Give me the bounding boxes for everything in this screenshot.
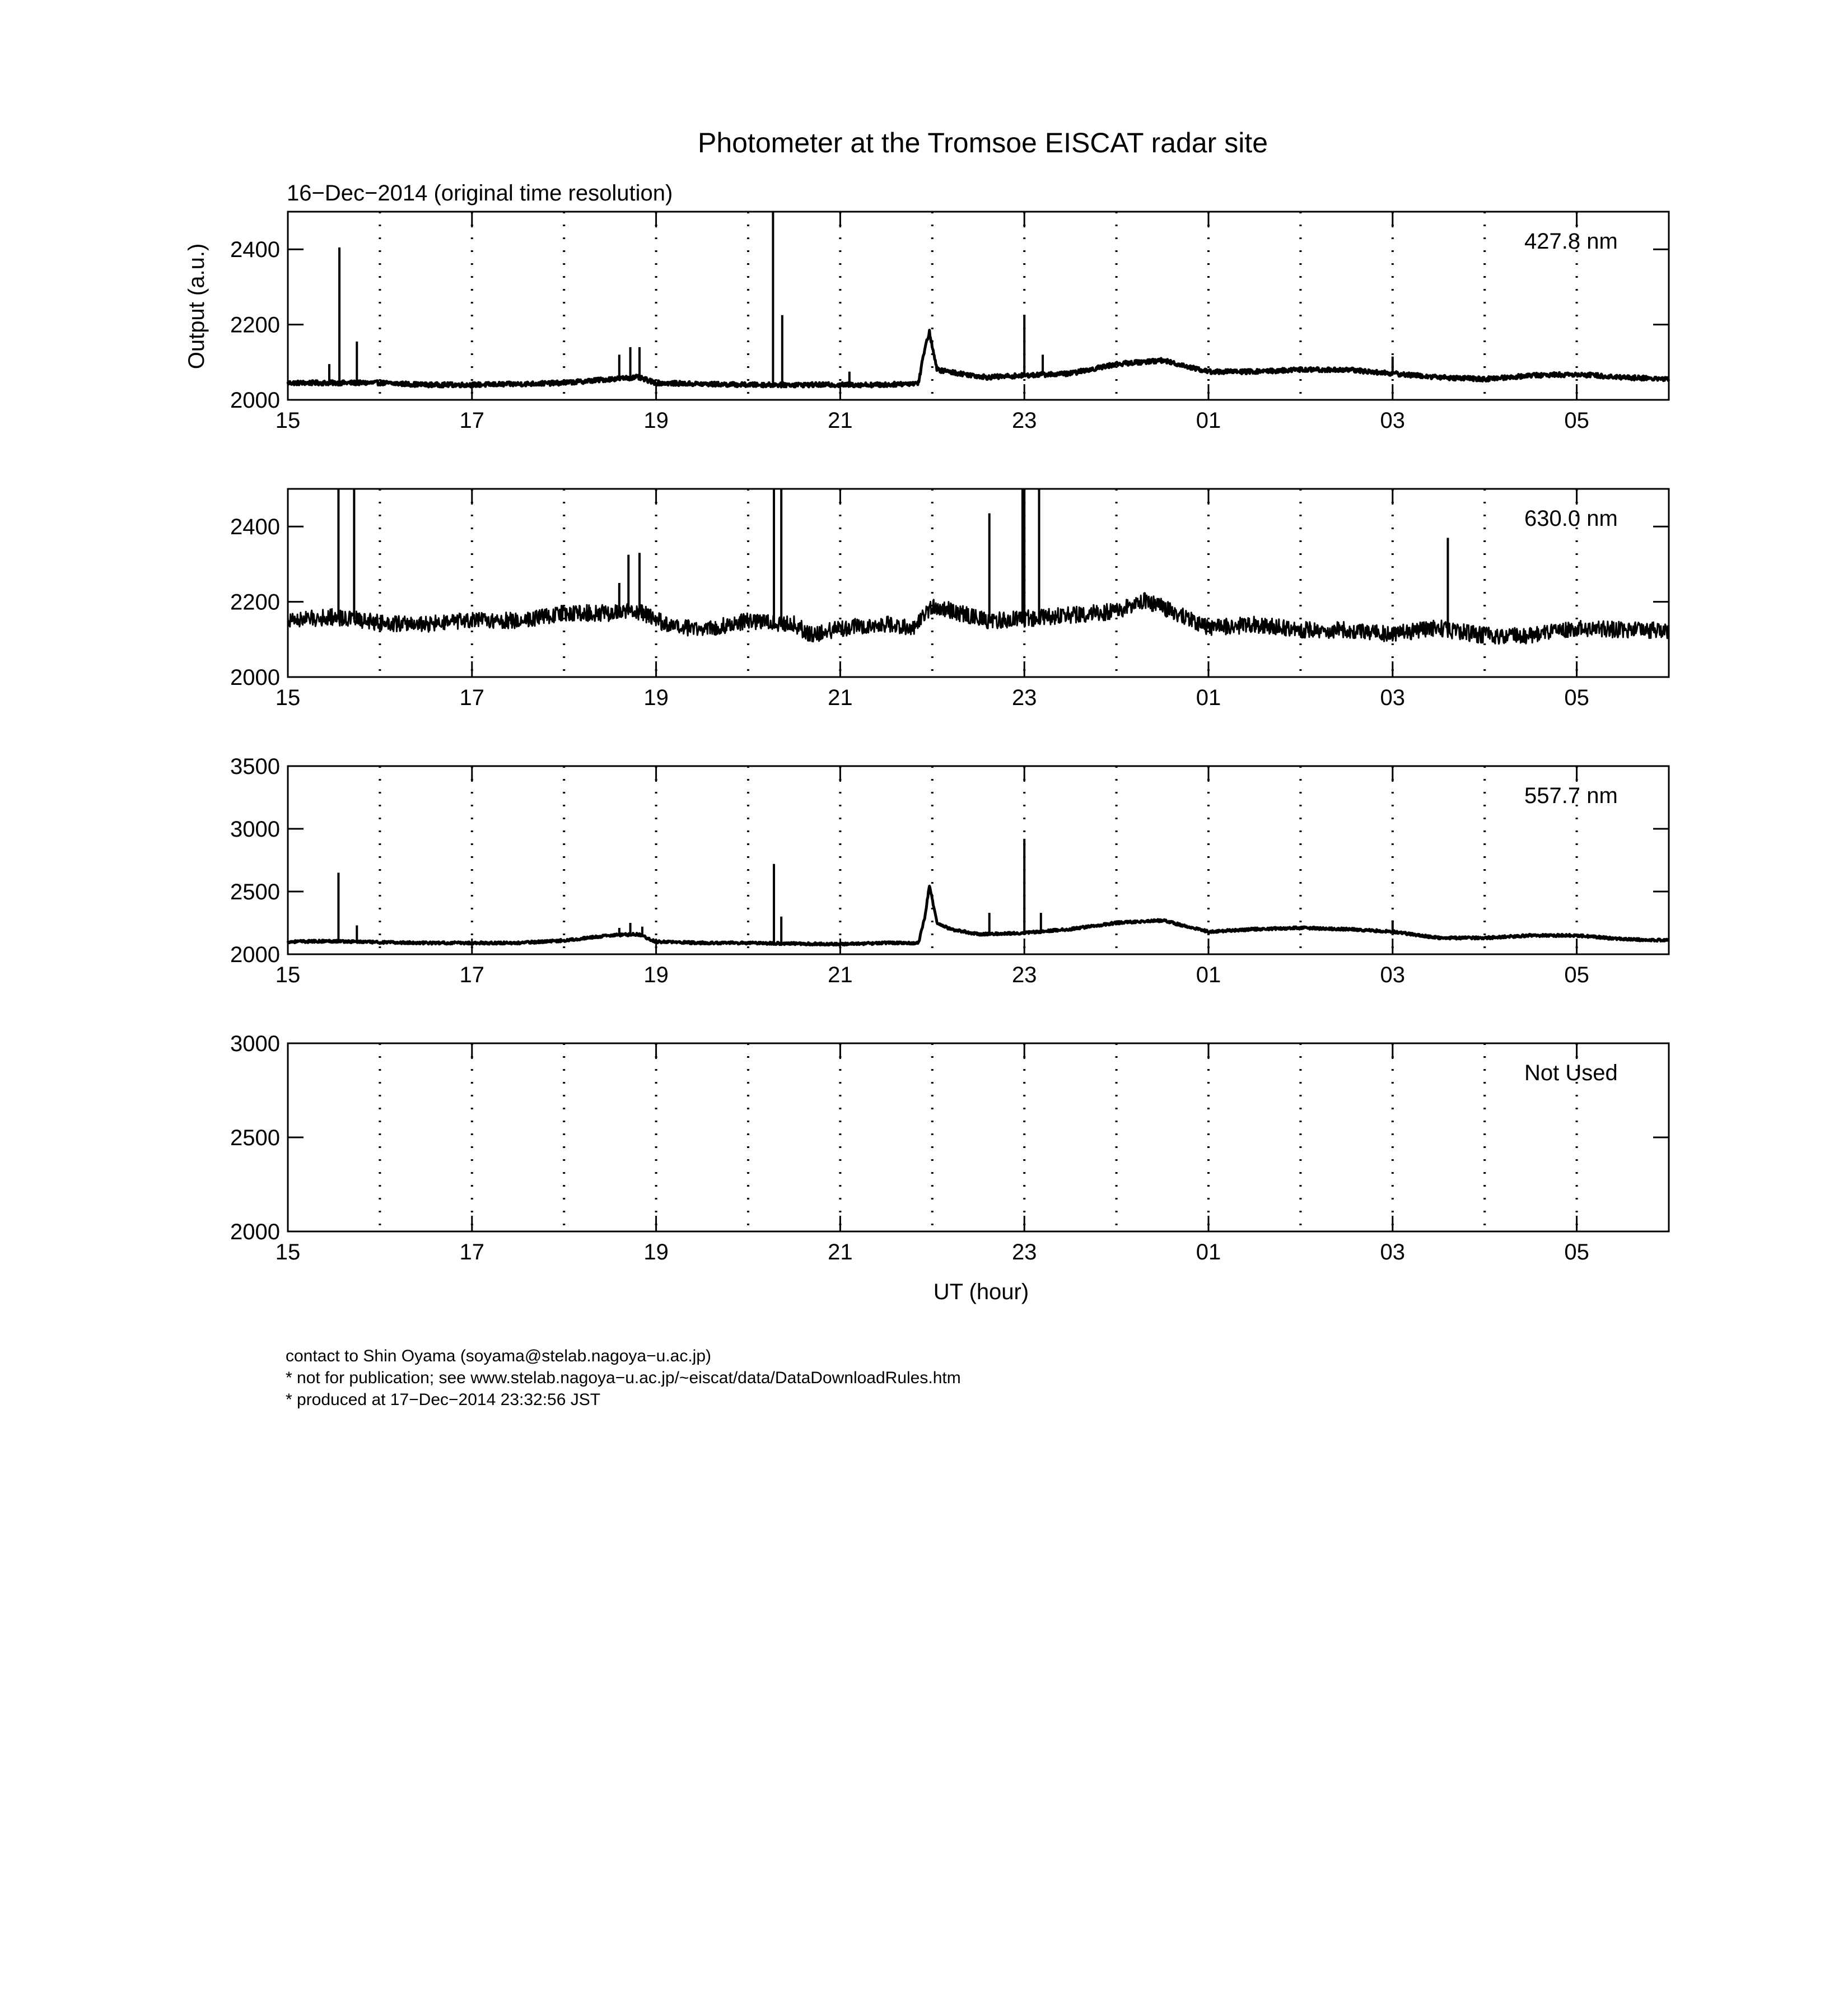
x-tick-label: 19 [643,963,669,987]
wavelength-label: 630.0 nm [1524,506,1618,531]
x-tick-label: 21 [828,963,853,987]
y-tick-label: 3000 [230,1032,280,1056]
y-axis-label: Output (a.u.) [184,243,209,370]
panel-3 [230,754,1669,987]
x-tick-label: 23 [1011,408,1037,433]
y-tick-label: 2000 [230,388,280,413]
wavelength-label: 427.8 nm [1524,229,1618,254]
figure-title: Photometer at the Tromsoe EISCAT radar site [697,127,1268,158]
y-tick-label: 2400 [230,237,280,263]
x-tick-label: 19 [643,685,669,710]
x-tick-label: 21 [828,408,853,433]
x-tick-label: 05 [1564,1240,1589,1264]
footer-rules: * not for publication; see www.stelab.nagoya−u.ac.jp/~eiscat/data/DataDownloadRules.htm [286,1369,961,1387]
x-tick-label: 19 [643,408,669,433]
x-axis-label: UT (hour) [933,1280,1029,1304]
x-tick-label: 03 [1380,685,1406,710]
x-tick-label: 17 [459,408,485,433]
x-tick-label: 05 [1564,408,1589,433]
y-tick-label: 3500 [230,754,280,779]
x-tick-label: 01 [1196,963,1221,987]
panel-4 [230,1032,1669,1264]
x-tick-label: 15 [275,963,301,987]
series-line-1 [288,330,1669,388]
footer-notes [286,1345,1630,1411]
x-tick-label: 03 [1380,1240,1406,1264]
series-line-3 [288,886,1669,945]
x-tick-label: 05 [1564,685,1589,710]
x-tick-label: 23 [1011,963,1037,987]
y-tick-label: 3000 [230,817,280,842]
axes-box [288,212,1669,400]
y-tick-label: 2500 [230,1126,280,1150]
axes-box [288,489,1669,677]
x-tick-label: 15 [275,408,301,433]
panels-group [230,212,1669,1264]
x-tick-label: 23 [1011,685,1037,710]
y-tick-label: 2400 [230,515,280,540]
panel-2 [230,489,1669,710]
x-tick-label: 19 [643,1240,669,1264]
axes-box [288,766,1669,954]
y-tick-label: 2200 [230,312,280,338]
series-line-2 [288,593,1669,644]
x-tick-label: 21 [828,685,853,710]
x-tick-label: 01 [1196,1240,1221,1264]
footer-produced: * produced at 17−Dec−2014 23:32:56 JST [286,1390,601,1409]
footer-contact: contact to Shin Oyama (soyama@stelab.nagoya−u.ac.jp) [286,1347,712,1365]
x-tick-label: 21 [828,1240,853,1264]
y-tick-label: 2000 [230,942,280,967]
x-tick-label: 17 [459,1240,485,1264]
x-tick-label: 15 [275,685,301,710]
y-tick-label: 2000 [230,665,280,690]
x-tick-label: 01 [1196,685,1221,710]
x-tick-label: 23 [1011,1240,1037,1264]
y-tick-label: 2000 [230,1220,280,1244]
x-tick-label: 01 [1196,408,1221,433]
y-tick-label: 2200 [230,590,280,615]
x-tick-label: 03 [1380,408,1406,433]
figure-subtitle: 16−Dec−2014 (original time resolution) [287,181,673,206]
x-tick-label: 03 [1380,963,1406,987]
x-tick-label: 17 [459,685,485,710]
x-tick-label: 15 [275,1240,301,1264]
wavelength-label: Not Used [1524,1061,1618,1085]
x-tick-label: 17 [459,963,485,987]
axes-box [288,1043,1669,1231]
wavelength-label: 557.7 nm [1524,783,1618,808]
x-tick-label: 05 [1564,963,1589,987]
y-tick-label: 2500 [230,880,280,904]
panel-1 [230,212,1669,433]
